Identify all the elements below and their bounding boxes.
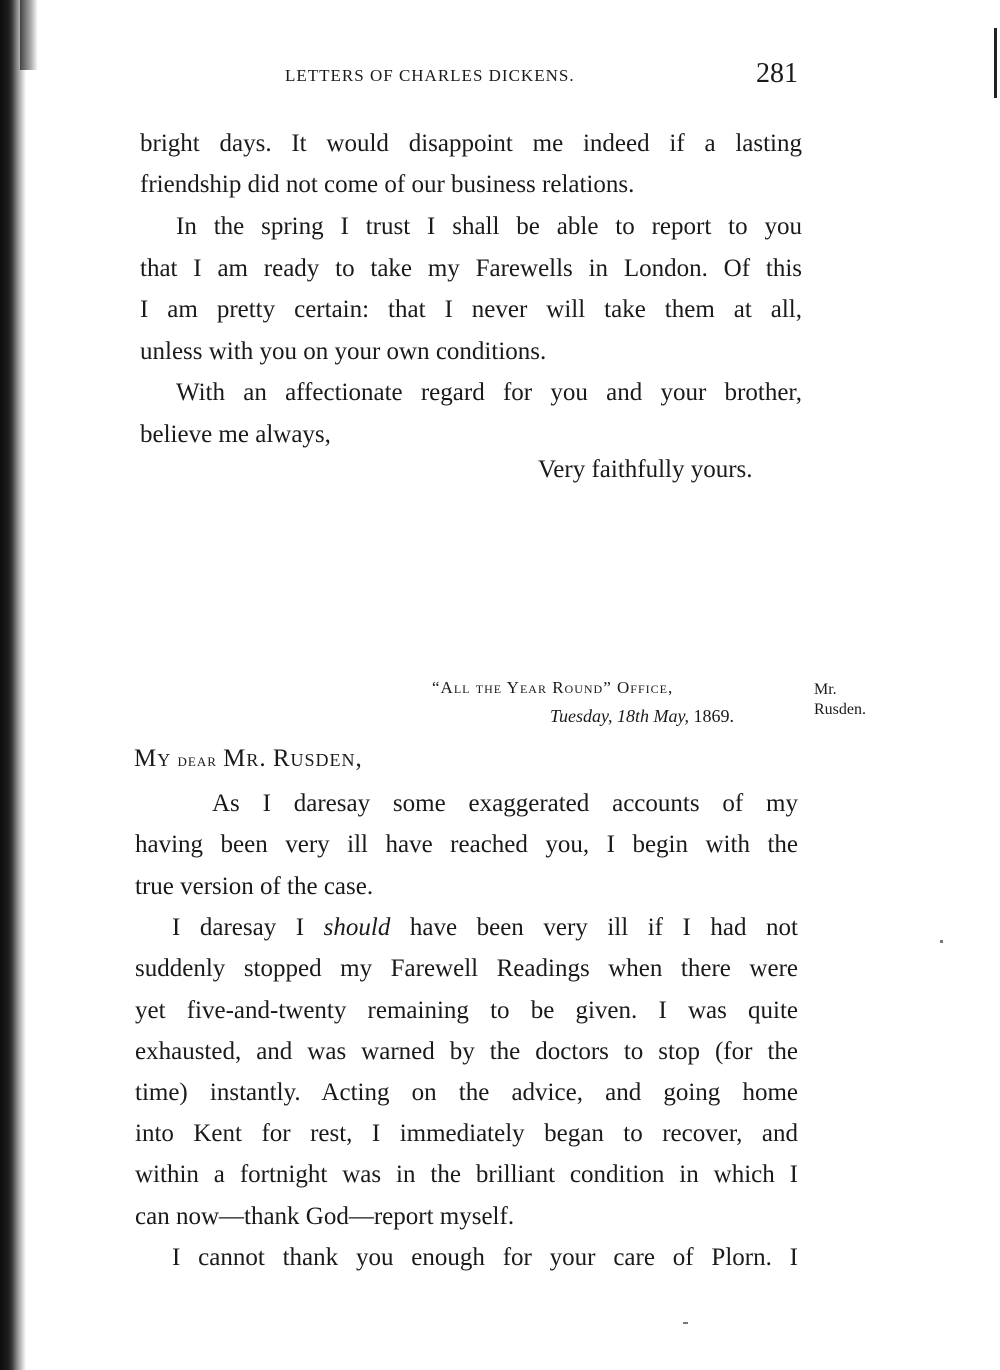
dateline-year: 1869. (693, 706, 735, 726)
paper-speck (683, 1322, 688, 1324)
paper-speck (940, 940, 943, 943)
salutation-my: My (134, 745, 172, 772)
text-line: within a fortnight was in the brilliant condition in which I (135, 1161, 798, 1188)
text-line: unless with you on your own conditions. (140, 338, 547, 365)
salutation-name: Rusden, (272, 745, 363, 772)
text-line: having been very ill have reached you, I begin with the (135, 831, 798, 858)
text-line: true version of the case. (135, 873, 374, 900)
text-line: can now—thank God—report myself. (135, 1203, 515, 1230)
text-fragment: I daresay I (172, 914, 305, 941)
text-line: believe me always, (140, 421, 331, 448)
text-line: As I daresay some exaggerated accounts of my (212, 790, 798, 817)
text-line: With an affectionate regard for you and your brother, (176, 379, 802, 406)
text-line: time) instantly. Acting on the advice, and going home (135, 1079, 798, 1106)
emphasis-should: should (323, 914, 391, 941)
dateline-day: Tuesday, (550, 706, 613, 726)
binding-shadow (20, 0, 38, 70)
text-line: friendship did not come of our business relations. (140, 171, 635, 198)
text-line: I cannot thank you enough for your care of Plorn. I (172, 1244, 798, 1271)
salutation-dear: dear (177, 750, 217, 770)
text-line: yet five-and-twenty remaining to be given. I was quite (135, 997, 798, 1024)
text-line: into Kent for rest, I immediately began to recover, and (135, 1120, 798, 1147)
running-head: LETTERS OF CHARLES DICKENS. (285, 66, 575, 85)
margin-note-recipient-name: Rusden. (814, 701, 866, 718)
page-number: 281 (756, 58, 798, 89)
margin-note-recipient-title: Mr. (814, 681, 837, 698)
text-line: exhausted, and was warned by the doctors to stop (for the (135, 1038, 798, 1065)
text-line: I am pretty certain: that I never will take them at all, (140, 296, 802, 323)
binding-edge (0, 0, 26, 1370)
letter-closing: Very faithfully yours. (538, 456, 753, 483)
scan-edge-mark (994, 28, 997, 98)
dateline-date (550, 706, 734, 727)
salutation (134, 745, 363, 773)
text-line: In the spring I trust I shall be able to report to you (176, 213, 802, 240)
text-line: that I am ready to take my Farewells in London. Of this (140, 255, 802, 282)
text-line: bright days. It would disappoint me indeed if a lasting (140, 130, 802, 157)
dateline-day-month: 18th May, (617, 706, 690, 726)
text-fragment: have been very ill if I had not (409, 914, 798, 941)
salutation-mr: Mr. (223, 745, 267, 772)
text-line: suddenly stopped my Farewell Readings when there were (135, 955, 798, 982)
text-line (172, 914, 798, 942)
dateline-place: “All the Year Round” Office, (432, 678, 674, 697)
